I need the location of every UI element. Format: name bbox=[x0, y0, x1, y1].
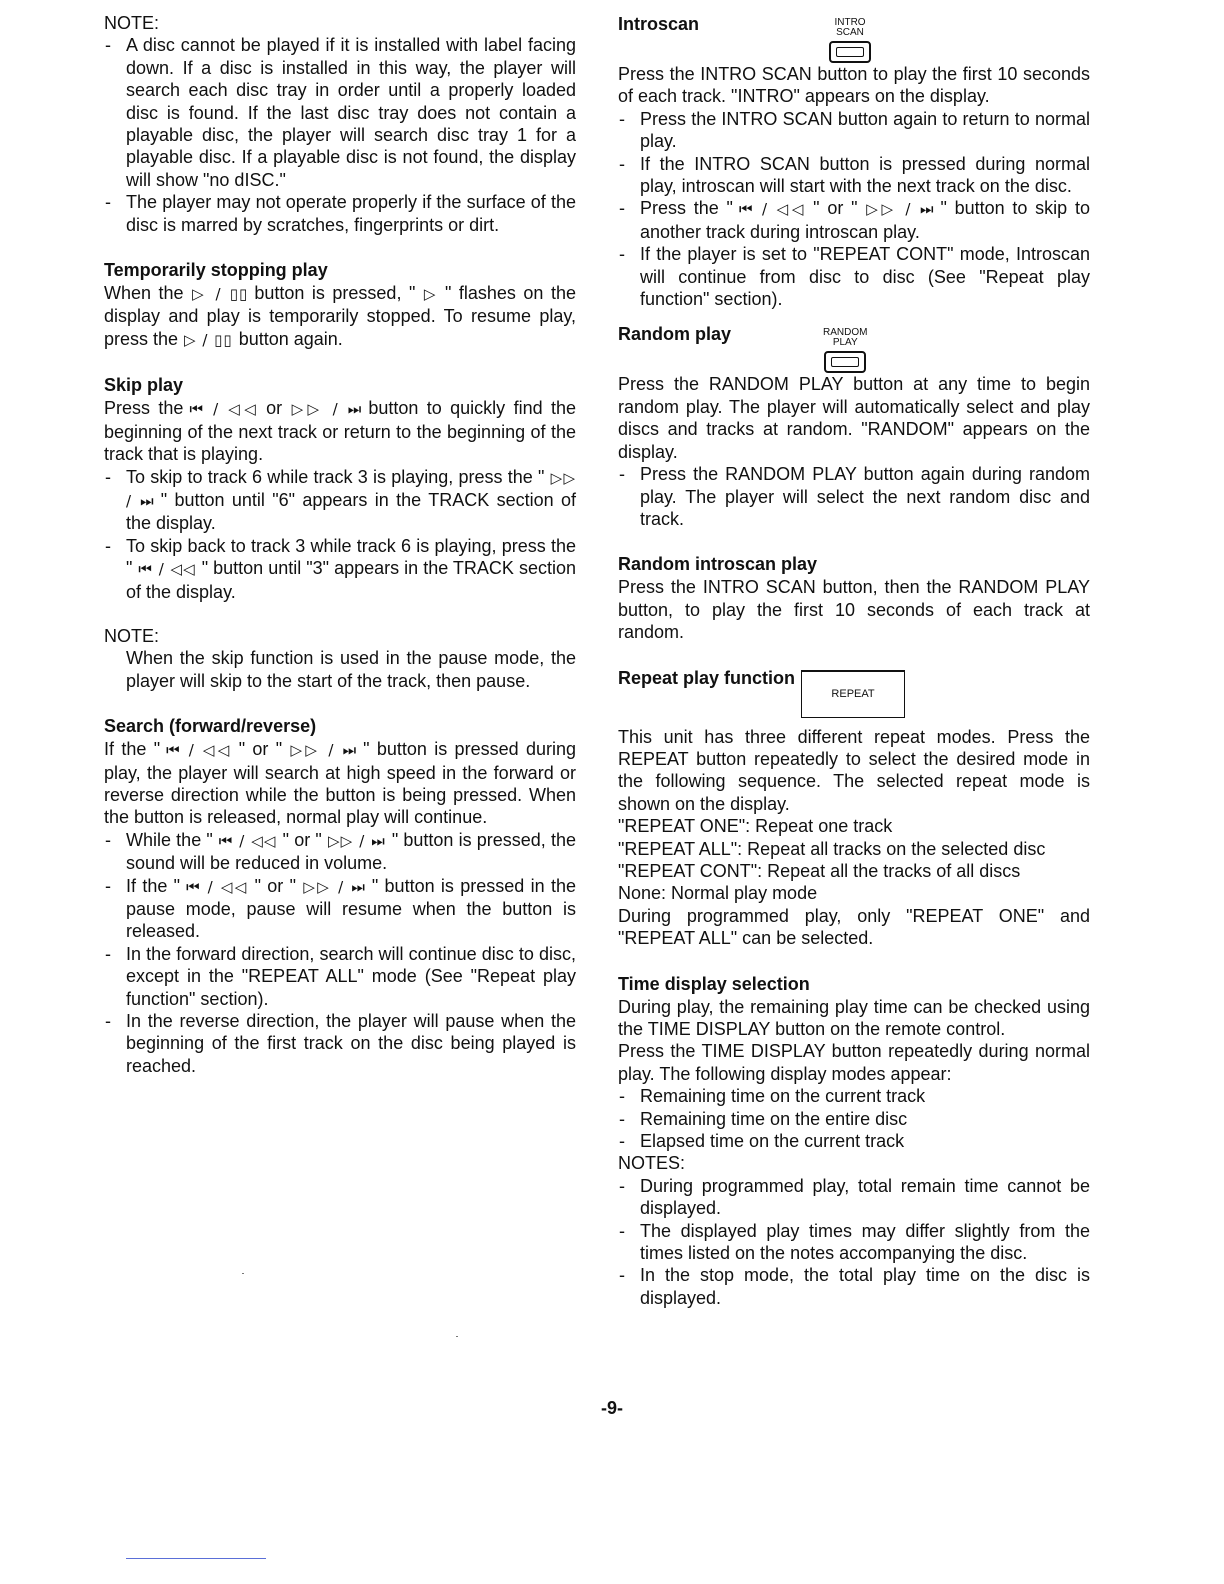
skip-forward-symbol: ▷▷ / ⏭ bbox=[327, 831, 386, 850]
search-item: - While the " ⏮ / ◁◁ " or " ▷▷ / ⏭ " button is pressed, the sound will be reduced in volume. bbox=[104, 829, 576, 875]
section-heading-introscan: Introscan bbox=[618, 14, 700, 34]
skip-item: - To skip to track 6 while track 3 is playing, press the " ▷▷ / ⏭ " button until "6" appears in the TRACK section of the display. bbox=[104, 466, 576, 535]
random-introscan-text: Press the INTRO SCAN button, then the RANDOM PLAY button, to play the first 10 seconds of each track at random. bbox=[618, 577, 1090, 643]
introscan-item: - Press the " ⏮ / ◁◁ " or " ▷▷ / ⏭ " button to skip to another track during introscan play. bbox=[618, 197, 1090, 243]
random-play-button-icon: RANDOM PLAY bbox=[823, 328, 867, 373]
introscan-text: Press the INTRO SCAN button to play the first 10 seconds of each track. "INTRO" appears on the display. bbox=[618, 64, 1090, 107]
bottom-rule bbox=[126, 1558, 266, 1559]
left-column bbox=[104, 12, 576, 1077]
skip-play-text: Press the ⏮ / ◁◁ or ▷▷ / ⏭ button to quickly find the beginning of the next track or return to the beginning of the track that is playing. bbox=[104, 398, 576, 465]
skip-back-symbol: ⏮ / ◁◁ bbox=[738, 200, 808, 219]
introscan-header bbox=[618, 12, 1090, 63]
skip-back-symbol: ⏮ / ◁◁ bbox=[166, 741, 233, 760]
display-mode-item: - Remaining time on the current track bbox=[618, 1085, 1090, 1107]
section-heading-search: Search (forward/reverse) bbox=[104, 716, 317, 737]
temporarily-stopping-text: When the ▷ / ▯▯ button is pressed, " ▷ " flashes on the display and play is temporarily stopped. To resume play, press the ▷ / ▯▯ button again. bbox=[104, 283, 576, 349]
skip-forward-symbol: ▷▷ / ⏭ bbox=[288, 400, 363, 419]
note-item: - The player may not operate properly if the surface of the disc is marred by scratches, fingerprints or dirt. bbox=[104, 191, 576, 236]
repeat-programmed-text: During programmed play, only "REPEAT ONE" and "REPEAT ALL" can be selected. bbox=[618, 905, 1090, 949]
skip-back-symbol: ⏮ / ◁◁ bbox=[189, 400, 261, 419]
repeat-mode: "REPEAT ALL": Repeat all tracks on the selected disc bbox=[618, 838, 1046, 859]
repeat-mode: "REPEAT CONT": Repeat all the tracks of all discs bbox=[618, 860, 1021, 881]
skip-back-symbol: ⏮ / ◁◁ bbox=[138, 560, 196, 579]
note-text: When the skip function is used in the pause mode, the player will skip to the start of the track, then pause. bbox=[126, 648, 576, 691]
search-item: - In the forward direction, search will continue disc to disc, except in the "REPEAT ALL" mode (See "Repeat play function" section). bbox=[104, 943, 576, 1010]
scan-speck bbox=[456, 1336, 458, 1337]
skip-forward-symbol: ▷▷ / ⏭ bbox=[302, 877, 366, 896]
intro-scan-button-icon: INTRO SCAN bbox=[829, 18, 871, 63]
notes-heading: NOTES: bbox=[618, 1153, 686, 1174]
note-item: - During programmed play, total remain time cannot be displayed. bbox=[618, 1175, 1090, 1220]
skip-play-list bbox=[104, 466, 576, 603]
note-list bbox=[104, 34, 576, 236]
random-play-header bbox=[618, 322, 1090, 373]
repeat-header bbox=[618, 666, 1090, 718]
section-heading-repeat: Repeat play function bbox=[618, 667, 796, 688]
section-heading-temporarily-stopping: Temporarily stopping play bbox=[104, 260, 328, 281]
search-item: - In the reverse direction, the player will pause when the beginning of the first track on the disc being played is reached. bbox=[104, 1010, 576, 1077]
introscan-item: - If the player is set to "REPEAT CONT" mode, Introscan will continue from disc to disc (See "Repeat play function" section). bbox=[618, 243, 1090, 310]
skip-back-symbol: ⏮ / ◁◁ bbox=[186, 877, 249, 896]
introscan-item: - If the INTRO SCAN button is pressed during normal play, introscan will start with the next track on the disc. bbox=[618, 153, 1090, 198]
random-play-item: - Press the RANDOM PLAY button again during random play. The player will select the next random disc and track. bbox=[618, 463, 1090, 530]
repeat-mode: None: Normal play mode bbox=[618, 883, 818, 904]
display-mode-item: - Elapsed time on the current track bbox=[618, 1130, 1090, 1152]
skip-item: - To skip back to track 3 while track 6 is playing, press the " ⏮ / ◁◁ " button until "3" appears in the TRACK section of the display. bbox=[104, 535, 576, 603]
section-heading-random-play: Random play bbox=[618, 324, 732, 345]
play-symbol: ▷ bbox=[421, 285, 439, 304]
scan-speck bbox=[242, 1273, 244, 1274]
repeat-mode: "REPEAT ONE": Repeat one track bbox=[618, 816, 893, 837]
note-heading: NOTE: bbox=[104, 625, 160, 646]
right-column bbox=[618, 12, 1090, 1309]
note-item: - A disc cannot be played if it is installed with label facing down. If a disc is installed in this way, the player will search each disc tray in order until a properly loaded disc is found. If the last disc tray does not contain a playable disc, the player will search disc tray 1 for a playable disc. If a playable disc is not found, the display will show "no dISC." bbox=[104, 34, 576, 191]
section-heading-skip-play: Skip play bbox=[104, 375, 184, 396]
skip-forward-symbol: ▷▷ / ⏭ bbox=[126, 468, 576, 510]
page-number: -9- bbox=[601, 1398, 623, 1418]
section-heading-time-display: Time display selection bbox=[618, 973, 810, 994]
skip-forward-symbol: ▷▷ / ⏭ bbox=[863, 200, 935, 219]
note-item: - In the stop mode, the total play time on the disc is displayed. bbox=[618, 1264, 1090, 1309]
skip-forward-symbol: ▷▷ / ⏭ bbox=[288, 741, 358, 760]
play-pause-symbol: ▷ / ▯▯ bbox=[189, 285, 249, 304]
time-display-text: Press the TIME DISPLAY button repeatedly during normal play. The following display modes appear: bbox=[618, 1041, 1090, 1084]
time-display-text: During play, the remaining play time can be checked using the TIME DISPLAY button on the remote control. bbox=[618, 996, 1090, 1039]
random-play-text: Press the RANDOM PLAY button at any time to begin random play. The player will automatically select and play discs and tracks at random. "RANDOM" appears on the display. bbox=[618, 374, 1090, 462]
play-pause-symbol: ▷ / ▯▯ bbox=[184, 330, 233, 349]
search-item: - If the " ⏮ / ◁◁ " or " ▷▷ / ⏭ " button is pressed in the pause mode, pause will resume when the button is released. bbox=[104, 875, 576, 943]
repeat-text: This unit has three different repeat modes. Press the REPEAT button repeatedly to select the desired mode in the following sequence. The selected repeat mode is shown on the display. bbox=[618, 726, 1090, 814]
note-item: - The displayed play times may differ slightly from the times listed on the notes accompanying the disc. bbox=[618, 1220, 1090, 1265]
search-text: If the " ⏮ / ◁◁ " or " ▷▷ / ⏭ " button is pressed during play, the player will search at high speed in the forward or reverse direction while the button is being pressed. When the button is released, normal play will continue. bbox=[104, 739, 576, 828]
random-play-list bbox=[618, 463, 1090, 530]
display-mode-item: - Remaining time on the entire disc bbox=[618, 1108, 1090, 1130]
skip-back-symbol: ⏮ / ◁◁ bbox=[218, 831, 277, 850]
note-heading: NOTE: bbox=[104, 13, 160, 33]
time-notes-list bbox=[618, 1175, 1090, 1309]
time-display-modes bbox=[618, 1085, 1090, 1152]
search-list bbox=[104, 829, 576, 1077]
introscan-item: - Press the INTRO SCAN button again to return to normal play. bbox=[618, 108, 1090, 153]
section-heading-random-introscan: Random introscan play bbox=[618, 554, 818, 575]
introscan-list bbox=[618, 108, 1090, 311]
repeat-button-icon: REPEAT bbox=[801, 670, 905, 718]
